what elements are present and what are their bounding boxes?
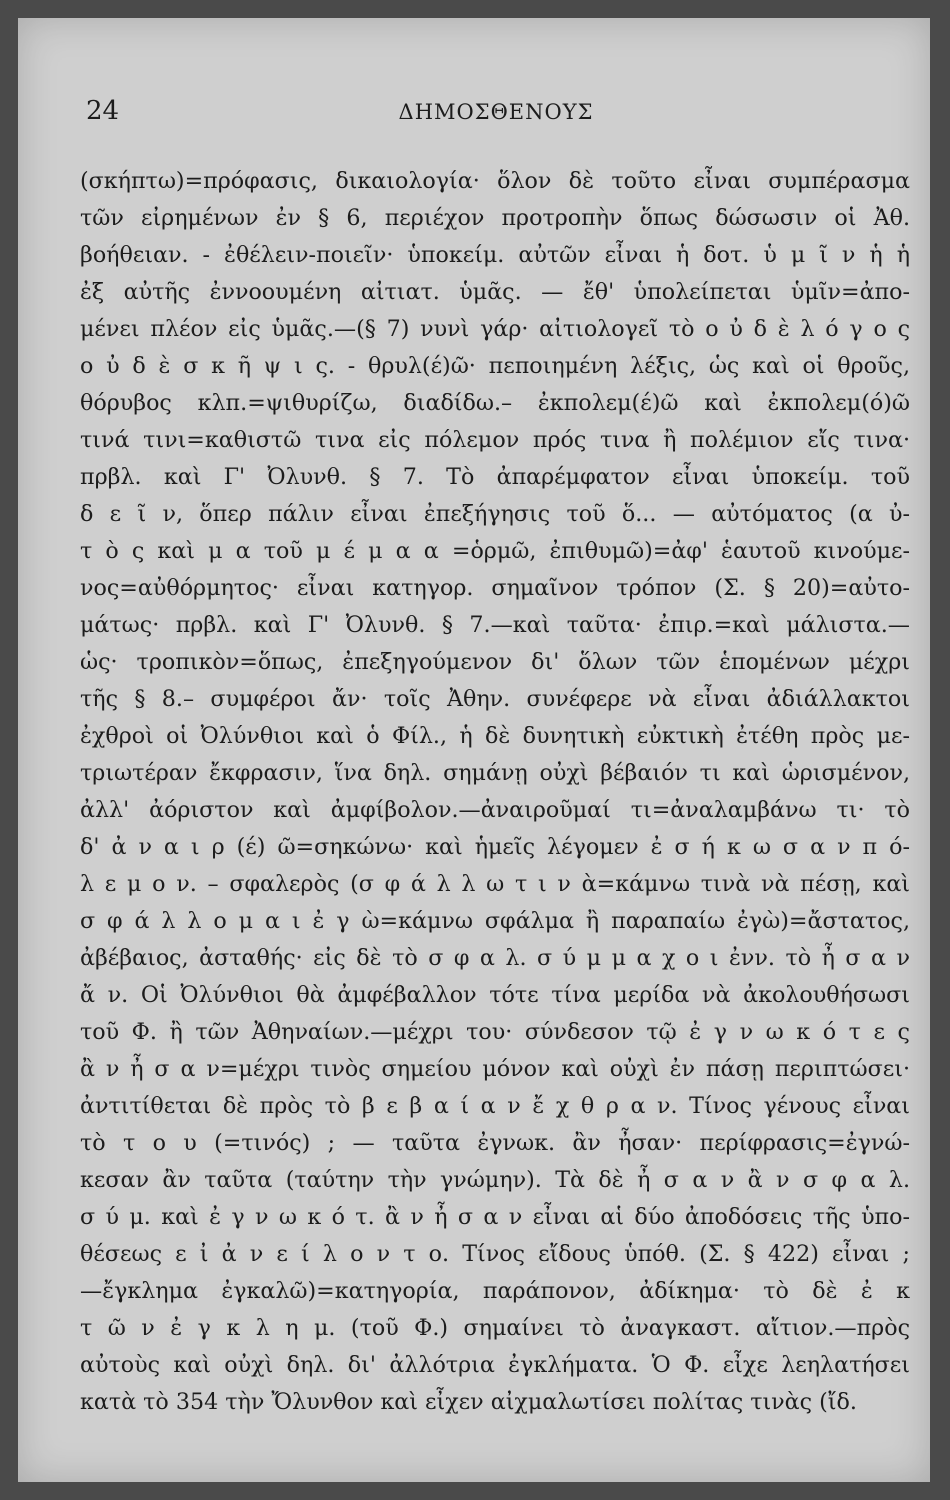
text-line: ἀντιτίθεται δὲ πρὸς τὸ β ε β α ί α ν ἔ χ θ ρ α ν. Τίνος γένους εἶναι	[80, 1093, 910, 1119]
text-line: τινά τινι=καθιστῶ τινα εἰς πόλεμον πρός τινα ἢ πολέμιον εἴς τινα·	[80, 427, 910, 453]
text-line: δ' ἀ ν α ι ρ (έ) ῶ=σηκώνω· καὶ ἡμεῖς λέγομεν ἐ σ ή κ ω σ α ν π ό-	[80, 834, 910, 860]
book-page	[18, 18, 930, 1482]
text-line: θόρυβος κλπ.=ψιθυρίζω, διαδίδω.– ἐκπολεμ(έ)ῶ καὶ ἐκπολεμ(ό)ῶ	[80, 390, 910, 416]
text-line: σ φ ά λ λ ο μ α ι ἐ γ ὼ=κάμνω σφάλμα ἢ παραπαίω ἐγὼ)=ἄστατος,	[80, 908, 910, 934]
page-header	[86, 96, 906, 136]
text-line: μένει πλέον εἰς ὑμᾶς.—(§ 7) νυνὶ γάρ· αἰτιολογεῖ τὸ ο ὐ δ ὲ λ ό γ ο ς	[80, 316, 910, 342]
text-line: μάτως· πρβλ. καὶ Γ' Ὀλυνθ. § 7.—καὶ ταῦτα· ἐπιρ.=καὶ μάλιστα.—	[80, 612, 910, 638]
text-line: τ ῶ ν ἐ γ κ λ η μ. (τοῦ Φ.) σημαίνει τὸ ἀναγκαστ. αἴτιον.—πρὸς	[80, 1315, 910, 1341]
text-line: τὸ τ ο υ (=τινός) ; — ταῦτα ἐγνωκ. ἂν ἦσαν· περίφρασις=ἐγνώ-	[80, 1130, 910, 1156]
text-line: τῆς § 8.– συμφέροι ἄν· τοῖς Ἀθην. συνέφερε νὰ εἶναι ἀδιάλλακτοι	[80, 686, 910, 712]
text-line: τ ὸ ς καὶ μ α τοῦ μ έ μ α α =ὁρμῶ, ἐπιθυμῶ)=ἀφ' ἑαυτοῦ κινούμε-	[80, 538, 910, 564]
running-head: ΔΗΜΟΣΘΕΝΟΥΣ	[398, 100, 594, 124]
text-line: τῶν εἰρημένων ἐν § 6, περιέχον προτροπὴν ὅπως δώσωσιν οἱ Ἀθ.	[80, 205, 910, 231]
text-line: δ ε ῖ ν, ὅπερ πάλιν εἶναι ἐπεξήγησις τοῦ ὅ... — αὐτόματος (α ὐ-	[80, 501, 910, 527]
text-line: τοῦ Φ. ἢ τῶν Ἀθηναίων.—μέχρι του· σύνδεσον τῷ ἐ γ ν ω κ ό τ ε ς	[80, 1019, 910, 1045]
text-line: βοήθειαν. - ἐθέλειν-ποιεῖν· ὑποκείμ. αὐτῶν εἶναι ἡ δοτ. ὑ μ ῖ ν ἡ ἡ	[80, 242, 910, 268]
page-number: 24	[86, 96, 120, 126]
text-line: νος=αὐθόρμητος· εἶναι κατηγορ. σημαῖνον τρόπον (Σ. § 20)=αὐτο-	[80, 575, 910, 601]
text-line: ἄ ν. Οἱ Ὀλύνθιοι θὰ ἀμφέβαλλον τότε τίνα μερίδα νὰ ἀκολουθήσωσι	[80, 982, 910, 1008]
commentary-text	[80, 163, 910, 1421]
text-line: ο ὐ δ ὲ σ κ ῆ ψ ι ς. - θρυλ(έ)ῶ· πεποιημένη λέξις, ὡς καὶ οἱ θροῦς,	[80, 353, 910, 379]
text-line: θέσεως ε ἰ ἀ ν ε ί λ ο ν τ ο. Τίνος εἴδους ὑπόθ. (Σ. § 422) εἶναι ;	[80, 1241, 910, 1267]
text-line: ἀλλ' ἀόριστον καὶ ἀμφίβολον.—ἀναιροῦμαί τι=ἀναλαμβάνω τι· τὸ	[80, 797, 910, 823]
text-line: πρβλ. καὶ Γ' Ὀλυνθ. § 7. Τὸ ἀπαρέμφατον εἶναι ὑποκείμ. τοῦ	[80, 464, 910, 490]
text-line: σ ύ μ. καὶ ἐ γ ν ω κ ό τ. ἂ ν ἦ σ α ν εἶναι αἱ δύο ἀποδόσεις τῆς ὑπο-	[80, 1204, 910, 1230]
text-line: ὡς· τροπικὸν=ὅπως, ἐπεξηγούμενον δι' ὅλων τῶν ἑπομένων μέχρι	[80, 649, 910, 675]
text-line: ἐξ αὐτῆς ἐννοουμένη αἰτιατ. ὑμᾶς. — ἔθ' ὑπολείπεται ὑμῖν=ἀπο-	[80, 279, 910, 305]
text-line: αὐτοὺς καὶ οὐχὶ δηλ. δι' ἀλλότρια ἐγκλήματα. Ὁ Φ. εἶχε λεηλατήσει	[80, 1352, 910, 1378]
text-line: ἐχθροὶ οἱ Ὀλύνθιοι καὶ ὁ Φίλ., ἡ δὲ δυνητικὴ εὐκτικὴ ἐτέθη πρὸς με-	[80, 723, 910, 749]
text-line: ἂ ν ἦ σ α ν=μέχρι τινὸς σημείου μόνον καὶ οὐχὶ ἐν πάσῃ περιπτώσει·	[80, 1056, 910, 1082]
text-line: κατὰ τὸ 354 τὴν Ὄλυνθον καὶ εἶχεν αἰχμαλωτίσει πολίτας τινὰς (ἴδ.	[80, 1389, 857, 1415]
text-line: λ ε μ ο ν. – σφαλερὸς (σ φ ά λ λ ω τ ι ν ὰ=κάμνω τινὰ νὰ πέσῃ, καὶ	[80, 871, 910, 897]
text-line: κεσαν ἂν ταῦτα (ταύτην τὴν γνώμην). Τὰ δὲ ἦ σ α ν ἂ ν σ φ α λ.	[80, 1167, 910, 1193]
text-line: (σκήπτω)=πρόφασις, δικαιολογία· ὅλον δὲ τοῦτο εἶναι συμπέρασμα	[80, 168, 910, 194]
text-line: —ἔγκλημα ἐγκαλῶ)=κατηγορία, παράπονον, ἀδίκημα· τὸ δὲ ἐ κ	[80, 1278, 910, 1304]
text-line: τριωτέραν ἔκφρασιν, ἵνα δηλ. σημάνῃ οὐχὶ βέβαιόν τι καὶ ὡρισμένον,	[80, 760, 910, 786]
text-line: ἀβέβαιος, ἀσταθής· εἰς δὲ τὸ σ φ α λ. σ ύ μ μ α χ ο ι ἐνν. τὸ ἦ σ α ν	[80, 945, 910, 971]
